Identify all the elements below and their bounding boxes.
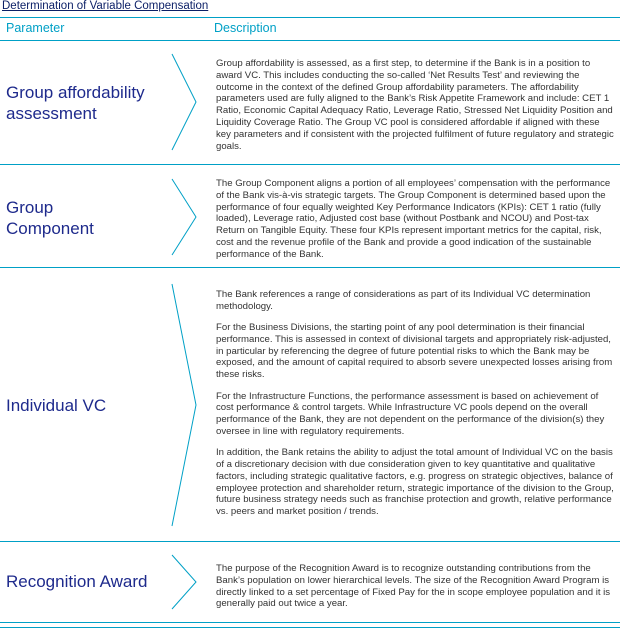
table-header (0, 17, 620, 41)
table-row (0, 165, 620, 268)
description-paragraph: The purpose of the Recognition Award is to recognize outstanding contributions from the Bank’s population on lower hierarchical levels. The size of the Recognition Award Program is directly linked to a set percentage of Fixed Pay for the in scope employee population and it is generally paid out twice a year. (216, 563, 611, 610)
table-row (0, 40, 620, 165)
parameter-label: Recognition Award (6, 572, 148, 591)
description-paragraph: The Bank references a range of considerations as part of its Individual VC determination methodology. (216, 289, 591, 312)
parameter-label: Group Component (6, 198, 94, 238)
description-column-header: Description (214, 21, 277, 35)
chevron-right-icon (168, 52, 200, 152)
description-paragraph: In addition, the Bank retains the ability to adjust the total amount of Individual VC on the basis of a discretionary decision with due consideration given to key quantitative and qualitative factors, including strategic qualitative factors, e.g. progress on strategic objectives, balance of employee protection and shareholder return, strategic importance of the division to the Group, future business strategy needs such as franchise protection and growth, relative performance vs. peers and market position / trends. (216, 447, 614, 518)
description-text (216, 178, 616, 270)
chevron-right-icon (168, 553, 200, 611)
document-title: Determination of Variable Compensation (2, 0, 209, 12)
chevron-right-icon (168, 177, 200, 257)
description-paragraph: Group affordability is assessed, as a first step, to determine if the Bank is in a position to award VC. This includes conducting the so-called ‘Net Results Test’ and reviewing the outcome in the context of the defined Group affordability parameters. The affordability parameters used are fully aligned to the Bank’s Risk Appetite Framework and include: CET 1 Ratio, Economic Capital Adequacy Ratio, Leverage Ratio, Stressed Net Liquidity Position and Liquidity Coverage Ratio. The Group VC pool is considered affordable if aligned with these key parameters and if consistent with the projected fulfilment of future regulatory and strategic goals. (216, 58, 614, 152)
description-text (216, 58, 616, 162)
parameter-label: Group affordability assessment (6, 83, 145, 123)
table-row (0, 542, 620, 623)
description-paragraph: The Group Component aligns a portion of all employees’ compensation with the performance of the Bank vis-à-vis strategic targets. The Group Component is determined based upon the performance of four equally weighted Key Performance Indicators (KPIs): CET 1 ratio (fully loaded), Leverage ratio, Adjusted cost base (without Postbank and NCOU) and Post-tax Return on Tangible Equity. These four KPIs represent important metrics for the capital, risk, cost and the revenue profile of the Bank and provide a good indication of the sustainable performance of the Bank. (216, 178, 611, 260)
description-text (216, 563, 616, 620)
table-bottom-border (0, 627, 620, 628)
parameter-label: Individual VC (6, 396, 107, 415)
table-row (0, 268, 620, 542)
chevron-right-icon (168, 282, 200, 528)
description-paragraph: For the Infrastructure Functions, the performance assessment is based on achievement of cost performance & control targets. While Infrastructure VC pools depend on the overall performance of the Bank, they are not dependent on the performance of the division(s) they oversee in line with regulatory requirements. (216, 390, 605, 437)
parameter-column-header: Parameter (6, 21, 65, 35)
description-paragraph: For the Business Divisions, the starting point of any pool determination is their financial performance. This is assessed in context of divisional targets and appropriately risk-adjusted, in particular by referencing the degree of future potential risks to which the Bank may be exposed, and the amount of capital required to absorb severe unexpected losses arising from these risks. (216, 322, 613, 381)
description-text (216, 289, 616, 528)
